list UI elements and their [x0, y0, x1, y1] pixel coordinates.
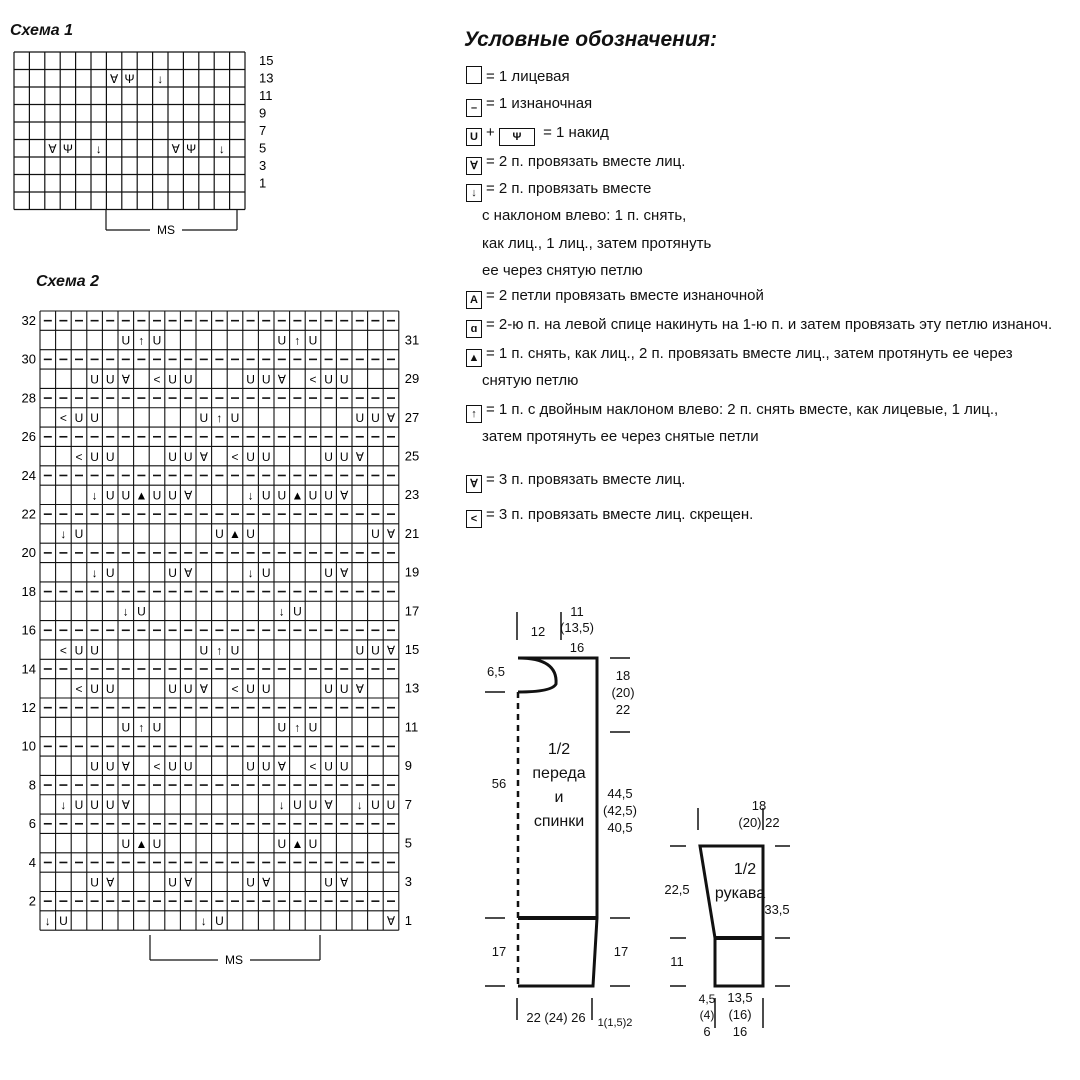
front-label-4: спинки — [533, 813, 585, 830]
scheme2-row-number-right: 9 — [404, 758, 413, 774]
scheme2-stitch-symbol: U — [246, 682, 255, 696]
scheme2-stitch-symbol: < — [231, 449, 239, 464]
scheme1-title: Схема 1 — [10, 22, 74, 39]
scheme2-row-number-right: 23 — [404, 487, 420, 503]
scheme2-stitch-symbol: < — [75, 449, 83, 464]
ssk-arrow-icon: ↓ — [466, 184, 482, 202]
scheme2-stitch-symbol: U — [105, 488, 115, 503]
scheme2-stitch-symbol: < — [309, 372, 317, 387]
scheme2-stitch-symbol: U — [277, 488, 287, 503]
scheme2-stitch-symbol: ∀ — [324, 798, 333, 813]
front-label-2: переда — [532, 765, 586, 782]
scheme2-row-number-right: 17 — [404, 603, 420, 619]
scheme2-row-number-right: 13 — [404, 680, 420, 696]
scheme2-row-number-right: 25 — [404, 448, 420, 464]
front-dim-bottom-right: 17 — [613, 944, 629, 959]
scheme1-stitch-symbol: ∀ — [109, 72, 119, 86]
scheme2-row-number-left: 14 — [21, 661, 36, 677]
scheme2-stitch-symbol: ↑ — [216, 643, 223, 658]
scheme2-stitch-symbol: < — [309, 759, 317, 774]
scheme1-ms-label: MS — [157, 223, 175, 237]
scheme2-stitch-symbol: U — [246, 527, 255, 542]
scheme2-stitch-symbol: U — [199, 643, 209, 658]
scheme2-stitch-symbol: U — [371, 527, 380, 542]
sleeve-dim-bottom-right-1: 13,5 — [727, 990, 753, 1005]
sleeve-dim-cuff: 11 — [670, 954, 684, 969]
scheme2-stitch-symbol: ↓ — [356, 798, 363, 813]
front-label-1: 1/2 — [547, 741, 571, 758]
scheme2-row-number-right: 5 — [404, 835, 413, 851]
scheme2-row-number-left: 4 — [28, 854, 36, 870]
scheme2-stitch-symbol: ∀ — [340, 488, 349, 503]
scheme1-stitch-symbol: Ψ — [186, 142, 197, 156]
front-dim-right-len-2: (42,5) — [603, 803, 637, 818]
scheme2-stitch-symbol: ∀ — [106, 875, 115, 890]
scheme2-stitch-symbol: U — [183, 372, 193, 387]
scheme2-stitch-symbol: ∀ — [277, 372, 286, 387]
scheme2-stitch-symbol: U — [168, 488, 177, 503]
legend-ssk-cont-2: как лиц., 1 лиц., затем протянуть — [482, 235, 712, 252]
double-arrow-icon: ↑ — [466, 405, 482, 423]
sleeve-dim-bottom-right-3: 16 — [732, 1024, 748, 1039]
scheme2-stitch-symbol: U — [386, 798, 396, 813]
scheme2-row-number-left: 6 — [28, 816, 36, 832]
scheme2-stitch-symbol: ▲ — [229, 527, 241, 542]
k3tog-tbl-icon: < — [466, 510, 482, 528]
legend-item-p2tog: A = 2 петли провязать вместе изнаночной — [466, 287, 764, 309]
scheme2-stitch-symbol: < — [75, 682, 83, 696]
scheme2-stitch-symbol: U — [90, 875, 99, 890]
legend-item-k3tog-tbl: < = 3 п. провязать вместе лиц. скрещен. — [466, 506, 753, 528]
scheme2-stitch-symbol: U — [183, 759, 193, 774]
scheme2-stitch-symbol: U — [105, 372, 115, 387]
scheme2-stitch-symbol: ↓ — [278, 798, 285, 813]
scheme2-stitch-symbol: U — [293, 798, 302, 813]
sleeve-label-1: 1/2 — [733, 861, 757, 878]
legend-item-wrap: ɑ = 2-ю п. на левой спице накинуть на 1-ю п. и затем провязать эту петлю изнаноч. — [466, 316, 1052, 338]
scheme2-stitch-symbol: U — [261, 565, 271, 580]
scheme2-stitch-symbol: U — [105, 565, 115, 580]
scheme2-stitch-symbol: U — [339, 759, 349, 774]
scheme2-stitch-symbol: ∀ — [199, 449, 208, 464]
scheme2-stitch-symbol: U — [230, 643, 240, 658]
scheme2-stitch-symbol: U — [339, 449, 349, 464]
scheme2-stitch-symbol: ↑ — [216, 411, 223, 426]
sleeve-dim-top-1: 18 — [751, 798, 767, 813]
scheme2-stitch-symbol: < — [59, 411, 67, 426]
scheme2-stitch-symbol: ↓ — [247, 488, 254, 503]
scheme2-stitch-symbol: U — [90, 449, 99, 464]
scheme1-row-number: 5 — [259, 140, 267, 156]
scheme2-stitch-symbol: U — [355, 643, 365, 658]
scheme2-row-number-right: 15 — [404, 641, 420, 657]
sleeve-dim-right-len: 33,5 — [764, 902, 790, 917]
scheme2-stitch-symbol: U — [168, 449, 177, 464]
legend-title: Условные обозначения: — [464, 28, 718, 51]
scheme2-stitch-symbol: U — [152, 333, 162, 348]
scheme1-grid — [0, 0, 300, 250]
sleeve-dim-top-2: (20) 22 — [738, 815, 780, 830]
legend-ssk-cont-1: с наклоном влево: 1 п. снять, — [482, 207, 687, 224]
scheme1-row-number: 13 — [259, 70, 274, 86]
scheme2-stitch-symbol: U — [215, 527, 224, 542]
legend-item-knit: = 1 лицевая — [466, 66, 570, 86]
scheme2-stitch-symbol: U — [90, 411, 99, 426]
scheme2-stitch-symbol: < — [231, 682, 239, 696]
scheme2-stitch-symbol: ↓ — [60, 798, 67, 813]
scheme2-stitch-symbol: U — [277, 720, 287, 735]
scheme2-stitch-symbol: ∀ — [340, 565, 349, 580]
scheme2-row-number-left: 2 — [28, 893, 36, 909]
scheme2-stitch-symbol: U — [152, 836, 162, 851]
scheme2-row-number-right: 7 — [404, 796, 413, 812]
scheme2-stitch-symbol: ∀ — [184, 565, 193, 580]
scheme2-stitch-symbol: U — [90, 643, 99, 658]
front-dim-right-len-3: 40,5 — [607, 820, 633, 835]
scheme1-stitch-symbol: ∀ — [171, 142, 180, 156]
scheme2-row-number-right: 21 — [404, 525, 420, 541]
scheme2-stitch-symbol: U — [59, 914, 68, 929]
scheme2-stitch-symbol: U — [324, 372, 333, 387]
scheme2-stitch-symbol: ∀ — [277, 759, 286, 774]
scheme2-stitch-symbol: < — [153, 759, 161, 774]
scheme2-stitch-symbol: ↑ — [138, 720, 145, 735]
scheme2-stitch-symbol: U — [230, 411, 240, 426]
scheme2-stitch-symbol: U — [324, 565, 333, 580]
scheme1-row-number: 7 — [259, 123, 267, 138]
scheme2-title: Схема 2 — [36, 273, 100, 290]
yarn-over-wide-icon: Ψ — [499, 128, 535, 146]
front-dim-left-len: 56 — [491, 776, 507, 791]
scheme2-stitch-symbol: U — [183, 682, 193, 696]
scheme2-stitch-symbol: ↓ — [278, 604, 285, 619]
scheme2-stitch-symbol: U — [152, 720, 162, 735]
scheme2-row-number-right: 29 — [404, 371, 420, 387]
scheme2-stitch-symbol: ↓ — [44, 914, 51, 929]
scheme2-stitch-symbol: ∀ — [184, 875, 193, 890]
scheme2-stitch-symbol: ▲ — [135, 488, 148, 503]
scheme2-stitch-symbol: U — [74, 411, 84, 426]
scheme2-grid — [0, 300, 440, 980]
scheme2-stitch-symbol: U — [277, 333, 287, 348]
front-dim-right-top-2: (20) — [611, 685, 635, 700]
scheme2-stitch-symbol: U — [371, 798, 380, 813]
legend-item-yo: U + Ψ = 1 накид — [466, 124, 609, 146]
scheme2-stitch-symbol: U — [90, 682, 99, 696]
scheme2-stitch-symbol: U — [74, 798, 84, 813]
scheme2-stitch-symbol: ▲ — [291, 488, 304, 503]
scheme2-row-number-right: 31 — [404, 332, 420, 348]
scheme2-row-number-right: 19 — [404, 564, 420, 580]
scheme2-stitch-symbol: U — [90, 798, 99, 813]
scheme2-stitch-symbol: U — [324, 682, 333, 696]
front-label-3: и — [554, 789, 564, 806]
sleeve-dim-bottom-left-1: 4,5 — [698, 992, 716, 1006]
scheme2-stitch-symbol: ∀ — [386, 527, 396, 542]
scheme2-row-number-left: 32 — [21, 313, 36, 328]
scheme2-stitch-symbol: ∀ — [199, 682, 208, 696]
sleeve-label-2: рукава — [714, 885, 766, 902]
scheme2-stitch-symbol: U — [152, 488, 162, 503]
scheme2-row-number-left: 18 — [21, 583, 36, 599]
sleeve-dim-left-len: 22,5 — [664, 882, 690, 897]
sleeve-dim-bottom-left-3: 6 — [703, 1024, 711, 1039]
scheme2-row-number-left: 8 — [28, 777, 36, 793]
scheme2-stitch-symbol: U — [355, 411, 365, 426]
scheme2-stitch-symbol: U — [168, 682, 177, 696]
scheme2-stitch-symbol: U — [324, 488, 333, 503]
scheme2-stitch-symbol: U — [121, 333, 131, 348]
scheme2-stitch-symbol: U — [105, 759, 115, 774]
scheme2-row-number-right: 27 — [404, 409, 420, 425]
scheme2-stitch-symbol: U — [324, 759, 333, 774]
front-dim-right-top-3: 22 — [615, 702, 631, 717]
scheme2-row-number-left: 24 — [21, 467, 36, 483]
scheme1-stitch-symbol: ↓ — [95, 142, 102, 156]
scheme1-row-number: 3 — [259, 158, 267, 173]
scheme2-stitch-symbol: U — [246, 449, 255, 464]
scheme2-row-number-left: 16 — [21, 622, 36, 638]
sleeve-dim-bottom-right-2: (16) — [728, 1007, 752, 1022]
scheme1-row-number: 1 — [259, 175, 267, 191]
triangle-icon: ▲ — [466, 349, 482, 367]
scheme2-row-number-right: 1 — [404, 912, 413, 928]
front-dim-bottom-width: 22 (24) 26 — [526, 1010, 586, 1025]
scheme2-stitch-symbol: ∀ — [121, 372, 130, 387]
legend-item-purl: – = 1 изнаночная — [466, 95, 592, 117]
scheme2-stitch-symbol: U — [293, 604, 302, 619]
legend-triangle-cont: снятую петлю — [482, 372, 579, 389]
scheme2-stitch-symbol: ∀ — [262, 875, 271, 890]
scheme2-stitch-symbol: U — [339, 372, 349, 387]
scheme2-stitch-symbol: ↓ — [60, 527, 67, 542]
scheme2-stitch-symbol: ∀ — [121, 798, 130, 813]
scheme2-stitch-symbol: < — [59, 643, 67, 658]
scheme2-stitch-symbol: U — [199, 411, 209, 426]
legend-double-cont: затем протянуть ее через снятые петли — [482, 428, 759, 445]
front-dim-right-top-1: 18 — [615, 668, 631, 683]
scheme2-stitch-symbol: U — [168, 565, 177, 580]
scheme2-stitch-symbol: U — [261, 682, 271, 696]
scheme2-row-number-right: 11 — [404, 719, 419, 735]
legend-item-k3tog: ∀ = 3 п. провязать вместе лиц. — [466, 471, 685, 493]
scheme2-stitch-symbol: U — [308, 836, 318, 851]
scheme2-stitch-symbol: U — [324, 875, 333, 890]
scheme2-stitch-symbol: U — [74, 643, 84, 658]
scheme2-stitch-symbol: U — [74, 527, 84, 542]
front-dim-top-mid-1: 11 — [570, 604, 584, 619]
front-dim-neck: 6,5 — [486, 664, 506, 679]
scheme1-stitch-symbol: ↓ — [157, 72, 164, 86]
scheme2-stitch-symbol: ↑ — [294, 333, 301, 348]
scheme2-stitch-symbol: U — [246, 875, 255, 890]
legend-ssk-cont-3: ее через снятую петлю — [482, 262, 643, 279]
scheme2-stitch-symbol: ∀ — [386, 914, 396, 929]
p2tog-icon: A — [466, 291, 482, 309]
front-dim-right-len-1: 44,5 — [607, 786, 633, 801]
scheme2-row-number-left: 20 — [21, 545, 36, 561]
scheme2-stitch-symbol: < — [153, 372, 161, 387]
scheme2-stitch-symbol: ∀ — [386, 643, 396, 658]
scheme2-stitch-symbol: ∀ — [355, 449, 364, 464]
scheme2-stitch-symbol: ∀ — [386, 411, 396, 426]
scheme2-stitch-symbol: ∀ — [184, 488, 193, 503]
scheme2-stitch-symbol: U — [261, 759, 271, 774]
scheme1-stitch-symbol: Ψ — [62, 142, 73, 156]
front-dim-bottom-left: 17 — [491, 944, 507, 959]
scheme2-stitch-symbol: U — [261, 449, 271, 464]
scheme1-row-number: 9 — [259, 105, 267, 121]
scheme2-stitch-symbol: U — [261, 488, 271, 503]
scheme2-stitch-symbol: U — [261, 372, 271, 387]
front-dim-top-left: 12 — [530, 624, 546, 639]
scheme2-stitch-symbol: U — [137, 604, 146, 619]
scheme2-row-number-left: 26 — [21, 429, 36, 445]
scheme2-stitch-symbol: ∀ — [121, 759, 130, 774]
scheme2-row-number-left: 28 — [21, 390, 36, 406]
scheme2-stitch-symbol: ↓ — [122, 604, 129, 619]
scheme2-stitch-symbol: ↓ — [91, 488, 98, 503]
scheme2-grid-lines — [40, 311, 399, 930]
scheme2-stitch-symbol: ↓ — [91, 565, 98, 580]
scheme2-stitch-symbol: U — [308, 798, 318, 813]
scheme2-stitch-symbol: U — [308, 720, 318, 735]
k3tog-icon: ∀ — [466, 475, 482, 493]
scheme1-stitch-symbol: ↓ — [218, 142, 225, 156]
front-dim-top-mid-2: (13,5) — [560, 620, 594, 635]
legend-item-k2tog: ∀ = 2 п. провязать вместе лиц. — [466, 153, 685, 175]
scheme2-stitch-symbol: U — [339, 682, 349, 696]
scheme2-stitch-symbol: ↑ — [138, 333, 145, 348]
scheme2-stitch-symbol: U — [168, 372, 177, 387]
scheme2-stitch-symbol: ∀ — [355, 682, 364, 696]
k2tog-icon: ∀ — [466, 157, 482, 175]
yarn-over-icon: U — [466, 128, 482, 146]
scheme2-stitch-symbol: U — [121, 720, 131, 735]
scheme2-stitch-symbol: U — [308, 333, 318, 348]
scheme2-row-number-left: 12 — [21, 700, 36, 715]
scheme1-stitch-symbol: ∀ — [48, 142, 57, 156]
empty-square-icon — [466, 66, 482, 84]
scheme2-stitch-symbol: U — [215, 914, 224, 929]
legend-item-triangle: ▲ = 1 п. снять, как лиц., 2 п. провязать вместе лиц., затем протянуть ее через — [466, 345, 1013, 367]
scheme2-stitch-symbol: U — [308, 488, 318, 503]
scheme2-stitch-symbol: ▲ — [291, 836, 304, 851]
scheme2-row-number-left: 22 — [21, 506, 36, 522]
scheme2-stitch-symbol: ↑ — [294, 720, 301, 735]
scheme2-stitch-symbol: ↓ — [247, 565, 254, 580]
scheme1-row-number: 11 — [259, 88, 273, 103]
scheme2-stitch-symbol: U — [168, 875, 177, 890]
scheme2-stitch-symbol: ▲ — [135, 836, 148, 851]
scheme2-stitch-symbol: U — [121, 488, 131, 503]
scheme2-stitch-symbol: U — [183, 449, 193, 464]
legend-item-ssk: ↓ = 2 п. провязать вместе — [466, 180, 651, 202]
front-dim-bottom-small: 1(1,5)2 — [597, 1017, 633, 1029]
scheme2-stitch-symbol: U — [168, 759, 177, 774]
dash-square-icon: – — [466, 99, 482, 117]
scheme2-stitch-symbol: U — [105, 798, 115, 813]
sleeve-dim-bottom-left-2: (4) — [699, 1008, 715, 1022]
scheme1-row-number: 15 — [259, 53, 274, 68]
front-dim-top-16: 16 — [569, 640, 585, 655]
scheme2-stitch-symbol: U — [105, 449, 115, 464]
scheme2-stitch-symbol: U — [90, 372, 99, 387]
scheme2-stitch-symbol: U — [277, 836, 287, 851]
scheme1-stitch-symbol: Ψ — [124, 72, 135, 86]
scheme2-stitch-symbol: U — [121, 836, 131, 851]
legend-item-double: ↑ = 1 п. с двойным наклоном влево: 2 п. снять вместе, как лицевые, 1 лиц., — [466, 401, 998, 423]
scheme2-row-number-left: 30 — [21, 351, 36, 367]
scheme2-stitch-symbol: U — [324, 449, 333, 464]
scheme2-stitch-symbol: U — [90, 759, 99, 774]
scheme2-stitch-symbol: ↓ — [200, 914, 207, 929]
scheme2-stitch-symbol: U — [246, 372, 255, 387]
scheme2-stitch-symbol: U — [105, 682, 115, 696]
scheme2-stitch-symbol: U — [371, 643, 380, 658]
scheme2-row-number-left: 10 — [21, 738, 36, 754]
scheme2-stitch-symbol: U — [371, 411, 380, 426]
scheme2-row-number-right: 3 — [404, 874, 413, 890]
scheme2-ms-label: MS — [225, 953, 243, 967]
scheme2-stitch-symbol: U — [246, 759, 255, 774]
wrap-purl-icon: ɑ — [466, 320, 482, 338]
scheme2-stitch-symbol: ∀ — [340, 875, 349, 890]
